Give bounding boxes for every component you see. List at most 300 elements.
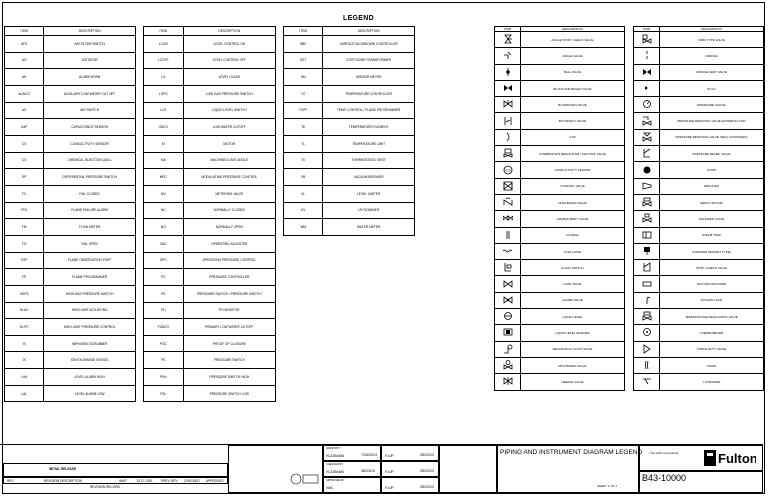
symbol-description: BLOWDOWN VALVE — [521, 97, 625, 113]
abbr-description: PRESSURE SWITCH HIGH — [183, 369, 275, 386]
symbol-row — [634, 129, 764, 145]
description-header: DESCRIPTION — [44, 27, 136, 36]
abbr-row — [5, 152, 136, 169]
initial-release: INITIAL RELEASE — [49, 467, 77, 471]
abbr-row — [284, 219, 415, 236]
symbol-cell — [495, 227, 521, 243]
abbr-row — [5, 352, 136, 369]
abbr-description: FLAME PROGRAMMER — [44, 269, 136, 286]
abbr-item: CS — [5, 152, 44, 169]
symbol-description: MOTORIZED VALVE — [521, 357, 625, 373]
abbr-description: PRESSURE SWITCH — [183, 352, 275, 369]
abbr-item: LCOFF — [144, 52, 184, 69]
abbr-row — [5, 135, 136, 152]
eng3-date: 08/23/13 — [420, 485, 434, 489]
symbol-row — [495, 64, 625, 80]
rev-col-4: CHECKED — [184, 479, 200, 483]
abbr-description: PRESSURE SWITCH LOW — [183, 385, 275, 402]
symbol-row — [634, 113, 764, 129]
abbr-description: HIGH LIMIT ADJUSTING — [44, 302, 136, 319]
symbol-description: ANGLE STOP / CHECK VALVE — [521, 32, 625, 48]
abbr-item: OPC — [144, 252, 184, 269]
abbr-row — [284, 119, 415, 136]
abbr-row — [144, 219, 276, 236]
abbr-row — [5, 85, 136, 102]
symbol-description: TEMPERATURE REGULATING VALVE — [660, 309, 764, 325]
abbr-row — [5, 335, 136, 352]
symbol-cell — [634, 374, 660, 390]
abbr-row — [5, 285, 136, 302]
abbr-description: TEMPERATURE CONTROLLER — [323, 85, 415, 102]
abbr-row — [284, 52, 415, 69]
rev-label: REV — [7, 479, 14, 483]
symbol-description: FLEX HOSE — [521, 243, 625, 259]
servo-motor-icon — [642, 197, 652, 207]
symbol-row — [495, 227, 625, 243]
symbol-cell — [634, 194, 660, 210]
abbr-description: ION EXCHANGE VESSEL — [44, 352, 136, 369]
symbol-cell — [634, 64, 660, 80]
symbol-cell — [634, 146, 660, 162]
abbr-item: FP — [5, 269, 44, 286]
symbol-description: PRESSURE REDUCING VALVE (SELF-CONTAINED) — [660, 129, 764, 145]
symbol-description: LIQUID LEVEL DRAINER — [521, 325, 625, 341]
abbr-row — [144, 269, 276, 286]
symbol-row — [634, 357, 764, 373]
item-header: ITEM — [5, 27, 44, 36]
abbr-item: HLAC — [5, 302, 44, 319]
symbol-description: THERMOMETER — [660, 325, 764, 341]
abbr-description: ALARM HORN — [44, 69, 136, 86]
abbr-row — [144, 152, 276, 169]
symbol-description: BLOCK AND BLEED VALVE — [521, 80, 625, 96]
abbr-description: MODULATING PRESSURE CONTROL — [183, 169, 275, 186]
abbr-description: PRIMARY LOW WATER CUTOFF — [183, 319, 275, 336]
symbol-cell — [495, 211, 521, 227]
abbr-description: SENSOR METER — [323, 69, 415, 86]
symbol-cell — [634, 292, 660, 308]
abbr-row — [284, 202, 415, 219]
double-body-valve-icon — [503, 213, 513, 223]
abbr-item: WM — [284, 219, 323, 236]
symbol-description: UNION — [660, 357, 764, 373]
symbol-description: ANGLE VALVE — [521, 48, 625, 64]
rev-col-2: ECO / DEL — [137, 479, 153, 483]
drawn-cell — [323, 445, 381, 461]
abbr-row — [144, 135, 276, 152]
symbol-row — [495, 292, 625, 308]
abbr-item: CAP — [5, 119, 44, 136]
description-header: DESCRIPTION — [323, 27, 415, 36]
abbr-description: CAPACITANCE SENSOR — [44, 119, 136, 136]
abbr-item: TV — [284, 152, 323, 169]
abbr-row — [144, 285, 276, 302]
abbr-description: FAIL CLOSED — [44, 185, 136, 202]
abbr-row — [5, 119, 136, 136]
abbr-item: AG — [5, 52, 44, 69]
abbr-item: CS — [5, 135, 44, 152]
symbol-cell — [634, 129, 660, 145]
abbr-item: NO — [144, 219, 184, 236]
symbol-cell — [495, 341, 521, 357]
abbr-description: AUXILIARY LOW WATER CUT OFF — [44, 85, 136, 102]
symbol-row — [495, 211, 625, 227]
symbol-row — [495, 113, 625, 129]
abbr-item: HLPC — [5, 319, 44, 336]
abbr-row — [5, 202, 136, 219]
abbr-description: METERING VALVE — [183, 185, 275, 202]
symbol-row — [495, 243, 625, 259]
pump-icon — [642, 165, 652, 175]
abbr-description: IMPINGING SCRUBBER — [44, 335, 136, 352]
abbr-description: OPERATING ADJUSTER — [183, 235, 275, 252]
symbol-row — [495, 32, 625, 48]
abbr-item: MA — [144, 152, 184, 169]
description-header: DESCRIPTION — [183, 27, 275, 36]
symbol-row — [495, 162, 625, 178]
rev-col-5: APPROVED — [206, 479, 224, 483]
stamp-icon — [290, 472, 320, 486]
pressure-relief-valve-icon — [642, 148, 652, 158]
abbr-description: WATER METER — [323, 219, 415, 236]
symbol-description: PLUG — [660, 80, 764, 96]
symbol-cell — [495, 374, 521, 390]
abbreviation-table-1 — [4, 26, 136, 402]
abbr-description: TEMP. CONTROL / FLAME PROGRAMMER — [323, 102, 415, 119]
abbr-item: TC — [284, 85, 323, 102]
eng-cell-1 — [381, 445, 439, 461]
abbr-item: FOP — [5, 252, 44, 269]
control-valve-icon — [503, 181, 513, 191]
eng2-date: 08/23/13 — [420, 469, 434, 473]
fulton-logo — [704, 448, 756, 468]
abbr-row — [144, 202, 276, 219]
symbol-cell — [634, 211, 660, 227]
syphon-loop-icon — [642, 295, 652, 305]
symbol-row — [634, 178, 764, 194]
checked-by: N.ZAMAN — [326, 469, 344, 474]
abbr-item: DP — [5, 169, 44, 186]
abbr-row — [5, 252, 136, 269]
symbol-description: CAP — [521, 129, 625, 145]
symbol-row — [634, 32, 764, 48]
rev-row-marker: - — [9, 467, 11, 471]
symbol-description: FLANGE — [521, 227, 625, 243]
symbol-row — [634, 243, 764, 259]
abbr-item: LCON — [144, 36, 184, 53]
needle-valve-icon — [503, 376, 513, 386]
abbr-description: DIFFERENTIAL PRESSURE SWITCH — [44, 169, 136, 186]
symbol-description: GLOBE VALVE — [521, 292, 625, 308]
abbreviation-table-3 — [283, 26, 415, 236]
abbr-item: VL — [284, 185, 323, 202]
stop-check-valve-icon — [642, 262, 652, 272]
strainer-basket-icon — [642, 246, 652, 256]
revision-record: REVISION RECORD — [90, 485, 120, 489]
orifice-icon — [642, 50, 652, 60]
symbol-cell — [495, 292, 521, 308]
abbr-row — [144, 36, 276, 53]
orifice-vent-valve-icon — [642, 67, 652, 77]
svg-text:CS: CS — [504, 167, 511, 173]
abbr-item: PS — [144, 352, 184, 369]
abbr-item: POC — [144, 335, 184, 352]
abbr-description: PRESSURE CONTROLLER — [183, 269, 275, 286]
symbol-row — [634, 146, 764, 162]
abbr-row — [144, 319, 276, 336]
float-switch-icon — [503, 262, 513, 272]
abbr-row — [144, 85, 276, 102]
orifice-type-valve-icon — [642, 34, 652, 44]
abbr-description: MACHINED LIMIT ANGLE — [183, 152, 275, 169]
abbr-description: PROOF OF CLOSURE — [183, 335, 275, 352]
symbol-cell — [634, 48, 660, 64]
symbol-row — [634, 260, 764, 276]
abbr-item: PSL — [144, 385, 184, 402]
mechanical-float-valve-icon — [503, 344, 513, 354]
abbr-header-row — [144, 27, 276, 36]
solenoid-valve-icon — [642, 213, 652, 223]
gate-valve-icon — [503, 279, 513, 289]
diaphragm-valve-icon — [503, 197, 513, 207]
abbr-item: FO — [5, 235, 44, 252]
checked-label: CHECKED BY — [326, 463, 343, 466]
symbol-description: FLOAT SWITCH — [521, 260, 625, 276]
logo-text: Fulton — [718, 451, 756, 466]
symbol-cell — [634, 162, 660, 178]
steam-trap-icon — [642, 230, 652, 240]
symbol-description: SYPHON LOOP — [660, 292, 764, 308]
symbol-cell — [634, 97, 660, 113]
abbr-row — [144, 119, 276, 136]
liquid-level-icon — [503, 311, 513, 321]
abbr-description: OPERATING PRESSURE CONTROL — [183, 252, 275, 269]
flange-icon — [503, 230, 513, 240]
abbr-item: HGPS — [5, 285, 44, 302]
eng1-date: 08/23/13 — [420, 453, 434, 457]
abbr-description: TEMPERATURE ELEMENT — [323, 119, 415, 136]
abbr-description: THERMOSTATIC VENT — [323, 152, 415, 169]
abbr-row — [144, 52, 276, 69]
eng-cell-3 — [381, 477, 439, 493]
abbr-item: IX — [5, 352, 44, 369]
symbol-row — [495, 325, 625, 341]
revision-desc-label: REVISION DESCRIPTION — [44, 479, 82, 483]
abbr-row — [5, 185, 136, 202]
abbr-description: CONDUCTIVITY SENSOR — [44, 135, 136, 152]
symbol-description: MECHANICAL FLOAT VALVE — [521, 341, 625, 357]
abbr-description: LEVEL ALARM HIGH — [44, 369, 136, 386]
blowdown-valve-icon — [503, 99, 513, 109]
symbol-description: SERVO MOTOR — [660, 194, 764, 210]
symbol-row — [495, 309, 625, 325]
abbr-description: UV SCANNER — [323, 202, 415, 219]
abbr-description: FLAME FAILURE ALARM — [44, 202, 136, 219]
abbr-description: MOTOR — [183, 135, 275, 152]
abbr-row — [5, 36, 136, 53]
symbol-description: CONDUCTIVITY SENSOR — [521, 162, 625, 178]
abbr-description: FLAME OBSERVATION PORT — [44, 252, 136, 269]
abbr-item: TE — [284, 119, 323, 136]
abbr-row — [284, 85, 415, 102]
abbr-description: LEVEL CONTROL ON — [183, 36, 275, 53]
block-and-bleed-valve-icon — [503, 83, 513, 93]
symbol-cell — [495, 178, 521, 194]
symbol-row — [634, 325, 764, 341]
approved-label: APPROVED BY — [326, 479, 345, 482]
abbr-row — [5, 385, 136, 402]
rev-header-cell — [3, 477, 228, 484]
abbr-description: LEVEL CONTROL OFF — [183, 52, 275, 69]
pressure-gauge-icon — [642, 99, 652, 109]
symbol-cell — [495, 276, 521, 292]
abbr-row — [5, 102, 136, 119]
symbol-description: ORIFICE VENT VALVE — [660, 64, 764, 80]
abbr-row — [144, 252, 276, 269]
abbr-description: LOW WATER CUTOFF — [183, 119, 275, 136]
eng2: F.UP. — [385, 469, 395, 474]
symbol-description: PUMP — [660, 162, 764, 178]
symbol-cell — [495, 260, 521, 276]
abbr-item: PS — [144, 285, 184, 302]
abbreviation-table-2 — [143, 26, 276, 402]
abbr-item: SST — [284, 52, 323, 69]
conductivity-sensor-icon — [503, 165, 513, 175]
symbol-cell — [634, 227, 660, 243]
symbol-row — [495, 146, 625, 162]
symbol-table-1 — [494, 26, 625, 391]
drawn-label: DRAWN BY — [326, 447, 340, 450]
thermometer-icon — [642, 327, 652, 337]
symbol-cell — [495, 48, 521, 64]
symbol-cell — [495, 32, 521, 48]
butterfly-valve-icon — [503, 116, 513, 126]
combination-regulator-valve-icon — [503, 148, 513, 158]
symbol-row — [495, 357, 625, 373]
symbol-cell — [634, 113, 660, 129]
sheet-number: SHEET 1 OF 1 — [597, 484, 617, 488]
symbol-description: ORIFICE — [660, 48, 764, 64]
symbol-row — [634, 374, 764, 390]
eng3: F.UP. — [385, 485, 395, 490]
symbol-row — [634, 309, 764, 325]
abbr-row — [144, 169, 276, 186]
abbr-item: FM — [5, 219, 44, 236]
abbr-description: FLOW METER — [44, 219, 136, 236]
symbol-description: REDUCER — [660, 178, 764, 194]
eng-cell-2 — [381, 461, 439, 477]
symbol-cell — [634, 309, 660, 325]
symbol-cell — [495, 162, 521, 178]
abbr-item: TL — [284, 135, 323, 152]
abbr-row — [5, 69, 136, 86]
symbol-row — [634, 162, 764, 178]
abbr-row — [144, 335, 276, 352]
ball-valve-icon — [503, 67, 513, 77]
abbr-description: PH MONITOR — [183, 302, 275, 319]
approved-cell — [323, 477, 381, 493]
abbr-row — [5, 302, 136, 319]
symbol-description: STOP / CHECK VALVE — [660, 260, 764, 276]
y-strainer-icon — [642, 376, 652, 386]
prv-self-contained-icon — [642, 132, 652, 142]
approved-by: N/A — [326, 485, 333, 490]
abbr-item: ALWCO — [5, 85, 44, 102]
abbr-item: FFA — [5, 202, 44, 219]
abbr-row — [5, 169, 136, 186]
abbr-description: TEMPERATURE LIMIT — [323, 135, 415, 152]
abbr-description: LEVEL ALARM LOW — [44, 385, 136, 402]
flex-hose-icon — [503, 246, 513, 256]
symbol-description: STEAM TRAP — [660, 227, 764, 243]
abbr-row — [284, 69, 415, 86]
abbr-description: HIGH GAS PRESSURE SWITCH — [44, 285, 136, 302]
symbol-cell — [495, 243, 521, 259]
abbr-row — [5, 52, 136, 69]
symbol-description: STRAINER (BASKET TYPE) — [660, 243, 764, 259]
symbol-cell — [634, 325, 660, 341]
symbol-cell — [495, 80, 521, 96]
item-header: ITEM — [284, 27, 323, 36]
symbol-cell — [495, 194, 521, 210]
symbol-description: PRESSURE RELIEF VALVE — [660, 146, 764, 162]
temperature-regulating-valve-icon — [642, 311, 652, 321]
symbol-description: Y-STRAINER — [660, 374, 764, 390]
drawing-number: B43-10000 — [642, 473, 687, 483]
symbol-cell — [495, 129, 521, 145]
suction-diffuser-icon — [642, 279, 652, 289]
abbr-row — [284, 185, 415, 202]
abbr-item: PSH — [144, 369, 184, 386]
abbr-description: AIR FILTER SWITCH — [44, 36, 136, 53]
drawn-by: N.ZAMAN — [326, 453, 344, 458]
abbr-row — [144, 185, 276, 202]
rev-col-1: INAP — [119, 479, 127, 483]
checked-cell — [323, 461, 381, 477]
symbol-cell — [495, 325, 521, 341]
title-block — [0, 444, 763, 492]
abbr-row — [5, 319, 136, 336]
union-icon — [642, 360, 652, 370]
symbol-row — [634, 194, 764, 210]
symbol-row — [634, 97, 764, 113]
description-header: DESCRIPTION — [521, 27, 625, 32]
abbr-item: AH — [5, 69, 44, 86]
symbol-description: DOUBLE BODY VALVE — [521, 211, 625, 227]
misc-cell — [439, 445, 497, 493]
abbr-header-row — [284, 27, 415, 36]
item-header: ITEM — [634, 27, 660, 32]
abbr-item: SBC — [284, 36, 323, 53]
symbol-cell — [634, 32, 660, 48]
triple-duty-valve-icon — [642, 344, 652, 354]
symbol-description: ORIFI TYPE VALVE — [660, 32, 764, 48]
abbr-item: LGPS — [144, 85, 184, 102]
abbr-item: AFS — [5, 36, 44, 53]
symbol-row — [495, 260, 625, 276]
abbr-item: IS — [5, 335, 44, 352]
abbr-item: VB — [284, 169, 323, 186]
symbol-cell — [495, 357, 521, 373]
abbr-description: LEVEL LIMITER — [323, 185, 415, 202]
abbr-description: VACUUM BREAKER — [323, 169, 415, 186]
legend-title: LEGEND — [343, 15, 374, 22]
symbol-description: BUTTERFLY VALVE — [521, 113, 625, 129]
symbol-cell — [495, 97, 521, 113]
symbol-table-2 — [633, 26, 764, 391]
abbr-item: LAL — [5, 385, 44, 402]
abbr-header-row — [5, 27, 136, 36]
